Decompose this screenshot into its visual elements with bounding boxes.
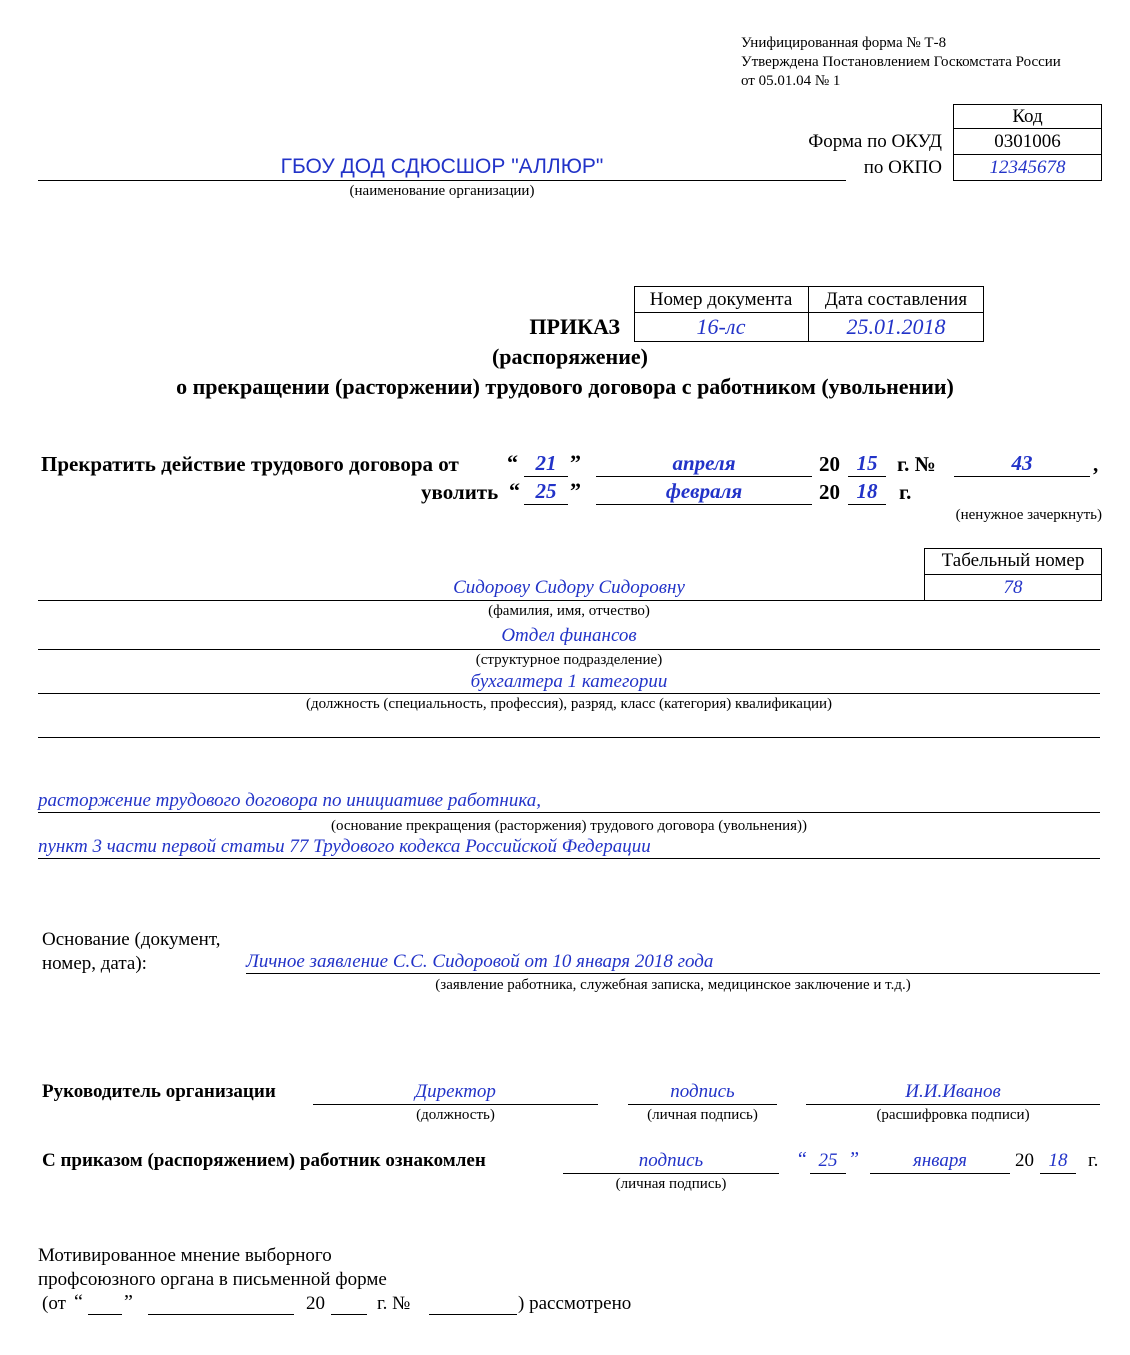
contract-comma: ,	[1093, 452, 1099, 476]
union-ot: (от	[42, 1293, 66, 1314]
reason-caption: (основание прекращения (расторжения) трудового договора (увольнения))	[330, 818, 808, 834]
head-signature-caption: (личная подпись)	[647, 1107, 758, 1123]
acquainted-g: г.	[1088, 1150, 1099, 1171]
union-month-line	[148, 1314, 294, 1315]
dismiss-day-line	[524, 504, 568, 505]
dismiss-month-line	[596, 504, 812, 505]
acquainted-month-line	[870, 1173, 1010, 1174]
order-title: ПРИКАЗ	[529, 314, 620, 339]
order-subject: о прекращении (расторжении) трудового договора с работником (увольнении)	[176, 374, 954, 399]
basis-value: Личное заявление С.С. Сидоровой от 10 января 2018 года	[246, 951, 714, 972]
strike-note: (ненужное зачеркнуть)	[955, 507, 1102, 523]
position-line	[38, 693, 1100, 694]
doc-date-value: 25.01.2018	[846, 314, 946, 339]
position-caption: (должность (специальность, профессия), разряд, класс (категория) квалификации)	[305, 696, 833, 712]
doc-number-value: 16-лс	[696, 314, 746, 339]
form-ref-line3: от 05.01.04 № 1	[741, 73, 841, 89]
contract-g-no: г. №	[897, 452, 936, 476]
head-decoding-line	[806, 1104, 1100, 1105]
dismiss-year-line	[848, 504, 886, 505]
acquainted-year-prefix: 20	[1015, 1150, 1034, 1171]
union-line2: профсоюзного органа в письменной форме	[38, 1269, 387, 1290]
acquainted-day: 25	[818, 1150, 838, 1171]
basis-line	[246, 973, 1100, 974]
employee-name-caption: (фамилия, имя, отчество)	[488, 603, 650, 619]
codes-divider-1	[953, 128, 1102, 129]
contract-year: 15	[856, 451, 878, 475]
contract-month-line	[596, 476, 812, 477]
acquainted-quote-close: ”	[848, 1148, 860, 1170]
acquainted-year-line	[1040, 1173, 1076, 1174]
head-decoding: И.И.Иванов	[905, 1081, 1001, 1102]
tab-number-divider	[924, 574, 1102, 575]
contract-number: 43	[1011, 451, 1033, 475]
union-considered: ) рассмотрено	[518, 1293, 632, 1314]
acquainted-signature-line	[563, 1173, 779, 1174]
acquainted-signature: подпись	[638, 1150, 704, 1171]
basis-label-line2: номер, дата):	[42, 953, 147, 974]
head-position-line	[313, 1104, 598, 1105]
union-number-line	[429, 1314, 517, 1315]
contract-day-line	[524, 476, 568, 477]
employee-name-line	[38, 600, 924, 601]
union-g-no: г. №	[377, 1293, 411, 1314]
doc-number-header: Номер документа	[649, 289, 793, 310]
contract-quote-open: “	[507, 450, 518, 475]
head-signature: подпись	[670, 1081, 735, 1102]
acquainted-year: 18	[1048, 1150, 1068, 1171]
kod-header: Код	[1012, 106, 1043, 127]
form-ref-line1: Унифицированная форма № Т-8	[741, 35, 947, 51]
contract-day: 21	[535, 451, 557, 475]
department-value: Отдел финансов	[501, 625, 637, 646]
okpo-label: по ОКПО	[863, 157, 942, 178]
dismiss-g: г.	[899, 480, 912, 504]
contract-quote-close: ”	[570, 450, 581, 475]
union-day-line	[88, 1314, 122, 1315]
reason-line1-rule	[38, 812, 1100, 813]
union-opinion	[38, 1244, 387, 1292]
head-label: Руководитель организации	[42, 1081, 276, 1102]
department-line	[38, 649, 1100, 650]
doc-table-row-divider	[634, 312, 984, 313]
dismiss-quote-close: ”	[570, 478, 581, 503]
basis-label-line1: Основание (документ,	[42, 929, 221, 950]
reason-line2: пункт 3 части первой статьи 77 Трудового кодекса Российской Федерации	[38, 836, 651, 857]
acquainted-signature-caption: (личная подпись)	[615, 1176, 727, 1192]
employee-name: Сидорову Сидору Сидоровну	[453, 577, 685, 598]
dismiss-quote-open: “	[509, 478, 520, 503]
organization-name: ГБОУ ДОД СДЮСШОР "АЛЛЮР"	[280, 155, 604, 178]
reason-line1: расторжение трудового договора по инициативе работника,	[38, 790, 541, 811]
tab-number-header: Табельный номер	[941, 550, 1085, 571]
union-year-prefix: 20	[306, 1293, 325, 1314]
terminate-label: Прекратить действие трудового договора от	[41, 452, 459, 476]
head-signature-line	[628, 1104, 777, 1105]
form-reference	[741, 34, 1061, 91]
head-position-caption: (должность)	[416, 1107, 495, 1123]
organization-line	[38, 180, 846, 181]
union-line1: Мотивированное мнение выборного	[38, 1245, 332, 1266]
position-extra-line	[38, 737, 1100, 738]
acquainted-label: С приказом (распоряжением) работник ознакомлен	[42, 1150, 486, 1171]
position-value: бухгалтера 1 категории	[470, 671, 668, 692]
contract-year-line	[848, 476, 886, 477]
okpo-value: 12345678	[989, 157, 1066, 178]
department-caption: (структурное подразделение)	[475, 652, 663, 668]
head-decoding-caption: (расшифровка подписи)	[876, 1107, 1030, 1123]
union-quote-close: ”	[124, 1291, 133, 1313]
union-quote-open: “	[74, 1291, 83, 1313]
union-year-line	[331, 1314, 367, 1315]
contract-month: апреля	[672, 451, 736, 475]
contract-number-line	[954, 476, 1090, 477]
dismiss-month: февраля	[665, 479, 743, 503]
contract-year-prefix: 20	[819, 452, 840, 476]
organization-caption: (наименование организации)	[349, 183, 535, 199]
doc-date-header: Дата составления	[824, 289, 968, 310]
dismiss-label: уволить	[421, 480, 499, 504]
head-position: Директор	[415, 1081, 496, 1102]
tab-number-value: 78	[1003, 577, 1023, 598]
dismiss-year-prefix: 20	[819, 480, 840, 504]
dismiss-year: 18	[856, 479, 878, 503]
reason-line2-rule	[38, 858, 1100, 859]
basis-label	[42, 928, 220, 976]
acquainted-day-line	[810, 1173, 846, 1174]
codes-divider-2	[953, 154, 1102, 155]
basis-caption: (заявление работника, служебная записка, медицинское заключение и т.д.)	[435, 977, 911, 993]
acquainted-quote-open: “	[796, 1148, 808, 1170]
order-subtitle: (распоряжение)	[491, 344, 648, 369]
form-ref-line2: Утверждена Постановлением Госкомстата России	[741, 54, 1061, 70]
okud-value: 0301006	[994, 131, 1061, 152]
okud-label: Форма по ОКУД	[808, 131, 942, 152]
acquainted-month: января	[913, 1150, 967, 1171]
dismiss-day: 25	[535, 479, 557, 503]
